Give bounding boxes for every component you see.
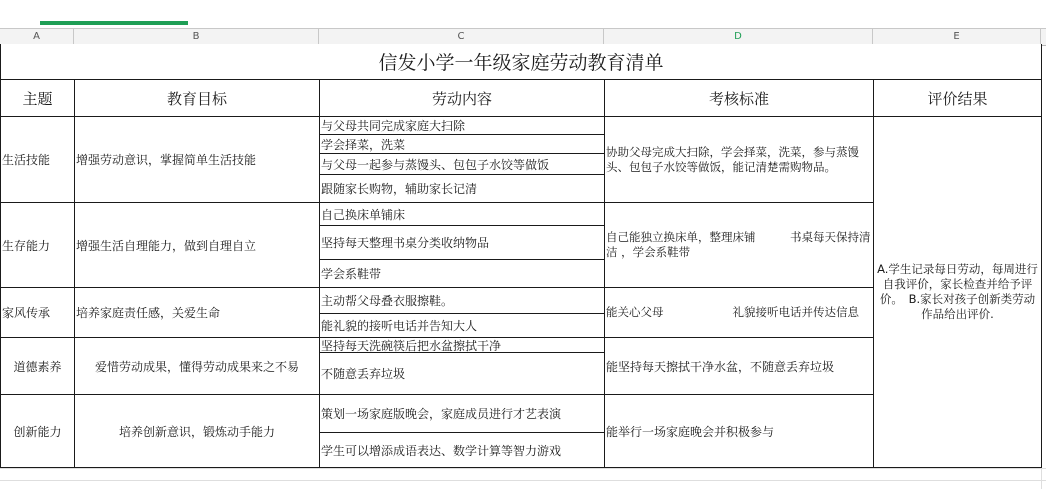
standard-cell[interactable] (604, 287, 874, 338)
gridline (0, 480, 1046, 481)
goal-cell[interactable]: 培养创新意识，锻炼动手能力 (74, 394, 320, 468)
evaluation-text: A.学生记录每日劳动，每周进行自我评价，家长检查并给予评价。 B.家长对孩子创新类劳动作品给出评价. (877, 262, 1038, 321)
header-goal[interactable]: 教育目标 (74, 79, 320, 117)
header-content[interactable]: 劳动内容 (319, 79, 605, 117)
standard-cell[interactable]: 能坚持每天擦拭干净水盆，不随意丢弃垃圾 (604, 337, 874, 395)
theme-cell[interactable]: 道德素养 (0, 337, 75, 395)
standard-text: 自己能独立换床单，整理床铺 书桌每天保持清洁 ，学会系鞋带 (606, 230, 871, 259)
content-cell[interactable]: 坚持每天洗碗筷后把水盆擦拭干净 (319, 337, 605, 353)
goal-cell[interactable]: 培养家庭责任感，关爱生命 (74, 287, 320, 338)
theme-cell[interactable]: 家风传承 (0, 287, 75, 338)
theme-cell[interactable]: 生活技能 (0, 116, 75, 203)
header-evaluation[interactable]: 评价结果 (873, 79, 1042, 117)
selection-indicator (40, 21, 188, 25)
gridline (0, 468, 1046, 469)
content-cell[interactable]: 学会择菜，洗菜 (319, 134, 605, 154)
goal-cell[interactable]: 爱惜劳动成果，懂得劳动成果来之不易 (74, 337, 320, 395)
goal-cell[interactable]: 增强劳动意识，掌握简单生活技能 (74, 116, 320, 203)
content-cell[interactable]: 与父母一起参与蒸馒头、包包子水饺等做饭 (319, 153, 605, 175)
content-cell[interactable]: 主动帮父母叠衣服擦鞋。 (319, 287, 605, 314)
content-cell[interactable]: 能礼貌的接听电话并告知大人 (319, 313, 605, 338)
sheet-title[interactable]: 信发小学一年级家庭劳动教育清单 (0, 44, 1042, 80)
content-cell[interactable]: 坚持每天整理书桌分类收纳物品 (319, 225, 605, 260)
column-header-e[interactable]: E (873, 29, 1041, 45)
header-standard[interactable]: 考核标准 (604, 79, 874, 117)
evaluation-cell[interactable] (873, 116, 1042, 468)
standard-text: 协助父母完成大扫除，学会择菜，洗菜，参与蒸馒头、包包子水饺等做饭，能记清楚需购物品。 (606, 144, 859, 174)
content-cell[interactable]: 学生可以增添成语表达、数学计算等智力游戏 (319, 432, 605, 468)
spreadsheet-grid[interactable] (0, 44, 1046, 489)
goal-cell[interactable]: 增强生活自理能力，做到自理自立 (74, 202, 320, 288)
column-header-a[interactable]: A (0, 29, 74, 45)
content-cell[interactable]: 不随意丢弃垃圾 (319, 352, 605, 395)
column-header-b[interactable]: B (74, 29, 319, 45)
content-cell[interactable]: 与父母共同完成家庭大扫除 (319, 116, 605, 135)
column-header-c[interactable]: C (319, 29, 604, 45)
content-cell[interactable]: 自己换床单铺床 (319, 202, 605, 226)
column-header-d[interactable]: D (604, 29, 873, 45)
header-theme[interactable]: 主题 (0, 79, 75, 117)
standard-cell[interactable] (604, 116, 874, 203)
standard-text: 能关心父母 礼貌接听电话并传达信息 (606, 305, 859, 319)
content-cell[interactable]: 跟随家长购物，辅助家长记清 (319, 174, 605, 203)
standard-cell[interactable] (604, 202, 874, 288)
toolbar-area (0, 0, 1046, 28)
content-cell[interactable]: 学会系鞋带 (319, 259, 605, 288)
theme-cell[interactable]: 创新能力 (0, 394, 75, 468)
standard-cell[interactable]: 能举行一场家庭晚会并积极参与 (604, 394, 874, 468)
theme-cell[interactable]: 生存能力 (0, 202, 75, 288)
content-cell[interactable]: 策划一场家庭版晚会，家庭成员进行才艺表演 (319, 394, 605, 433)
